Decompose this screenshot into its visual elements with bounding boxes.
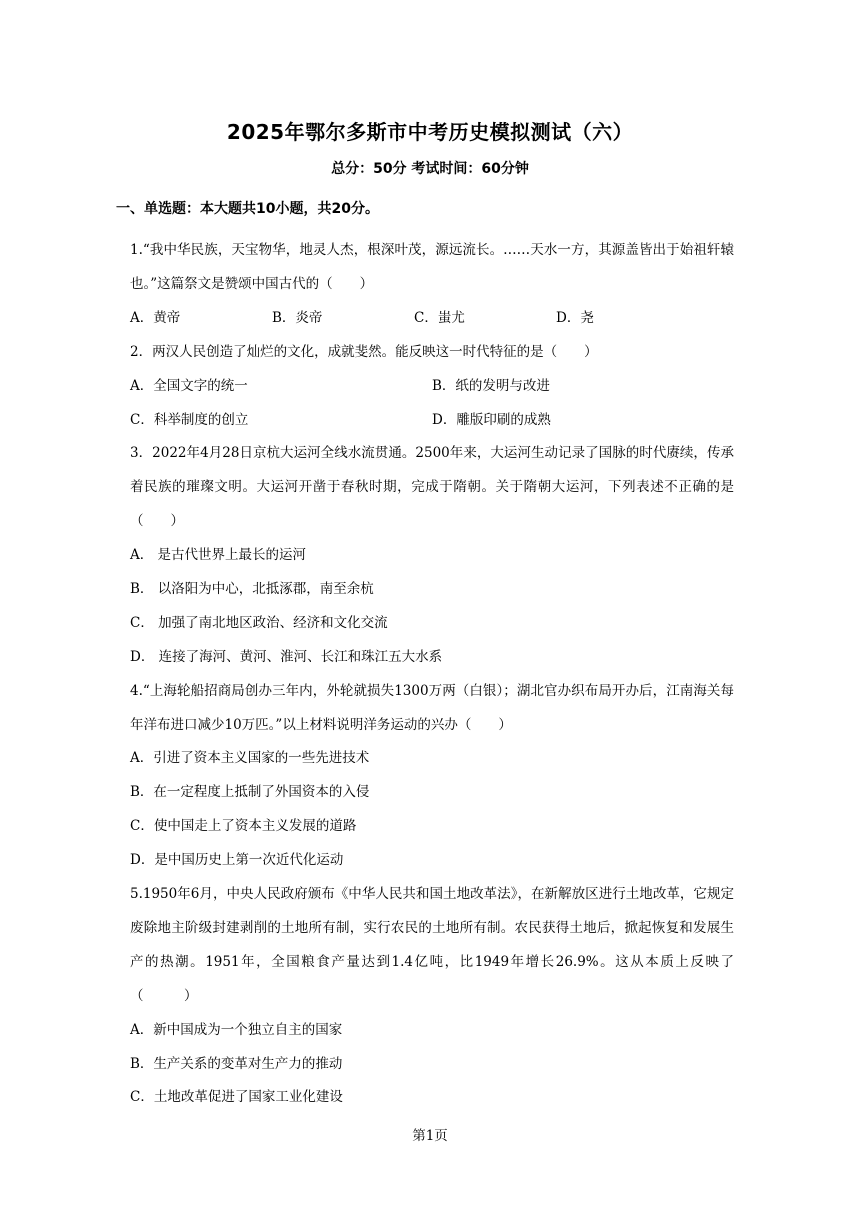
question-2-option-b: B．纸的发明与改进 — [432, 377, 550, 394]
question-4-option-c: C．使中国走上了资本主义发展的道路 — [130, 818, 357, 835]
question-3-option-c: C． 加强了南北地区政治、经济和文化交流 — [130, 614, 388, 631]
question-2-option-a: A．全国文字的统一 — [130, 377, 248, 394]
question-4-option-a: A．引进了资本主义国家的一些先进技术 — [130, 750, 370, 767]
questions-area — [130, 234, 734, 1115]
question-5-option-b: B．生产关系的变革对生产力的推动 — [130, 1055, 343, 1072]
page-number: 第1页 — [412, 1128, 448, 1144]
exam-subtitle: 总分：50分 考试时间：60分钟 — [331, 161, 529, 177]
question-2-stem: 2．两汉人民创造了灿烂的文化，成就斐然。能反映这一时代特征的是（ ） — [130, 343, 598, 360]
question-2-options-row-2 — [130, 404, 734, 438]
question-3-stem: 3．2022年4月28日京杭大运河全线水流贯通。2500年来，大运河生动记录了国脉的时代赓续，传承着民族的璀璨文明。大运河开凿于春秋时期，完成于隋朝。关于隋朝大运河，下列表述不正确的是（ ） — [130, 445, 734, 530]
question-1-option-d: D．尧 — [556, 309, 594, 326]
question-4-option-b: B．在一定程度上抵制了外国资本的入侵 — [130, 784, 370, 801]
question-4-option-d: D．是中国历史上第一次近代化运动 — [130, 852, 344, 869]
question-1-stem: 1.“我中华民族，天宝物华，地灵人杰，根深叶茂，源远流长。……天水一方，其源盖皆出于始祖轩辕也。”这篇祭文是赞颂中国古代的（ ） — [130, 242, 734, 292]
exam-title: 2025年鄂尔多斯市中考历史模拟测试（六） — [226, 120, 634, 144]
question-2-option-d: D．雕版印刷的成熟 — [432, 411, 551, 428]
question-2-option-c: C．科举制度的创立 — [130, 411, 249, 428]
question-1-option-a: A．黄帝 — [130, 309, 181, 326]
question-4-stem: 4.“上海轮船招商局创办三年内，外轮就损失1300万两（白银）；湖北官办织布局开办后，江南海关每年洋布进口减少10万匹。”以上材料说明洋务运动的兴办（ ） — [130, 682, 734, 733]
question-3-option-d: D． 连接了海河、黄河、淮河、长江和珠江五大水系 — [130, 648, 443, 665]
question-3-option-a: A． 是古代世界上最长的运河 — [130, 547, 307, 564]
question-1-options — [130, 302, 734, 336]
section-heading: 一、单选题：本大题共10小题，共20分。 — [116, 201, 379, 217]
question-2-options-row-1 — [130, 370, 734, 404]
question-3-option-b: B． 以洛阳为中心，北抵涿郡，南至余杭 — [130, 581, 374, 597]
question-1-option-b: B．炎帝 — [272, 309, 323, 326]
question-1-option-c: C．蚩尤 — [414, 309, 465, 326]
question-5-stem: 5.1950年6月，中央人民政府颁布《中华人民共和国土地改革法》，在新解放区进行土地改革，它规定废除地主阶级封建剥削的土地所有制，实行农民的土地所有制。农民获得土地后，掀起恢复和发展生产的热潮。1951年，全国粮食产量达到1.4亿吨，比1949年增长26.9%。这从本质上反映了（ ） — [130, 886, 734, 1004]
question-5-option-c: C．土地改革促进了国家工业化建设 — [130, 1089, 343, 1106]
question-5-option-a: A．新中国成为一个独立自主的国家 — [130, 1021, 343, 1038]
